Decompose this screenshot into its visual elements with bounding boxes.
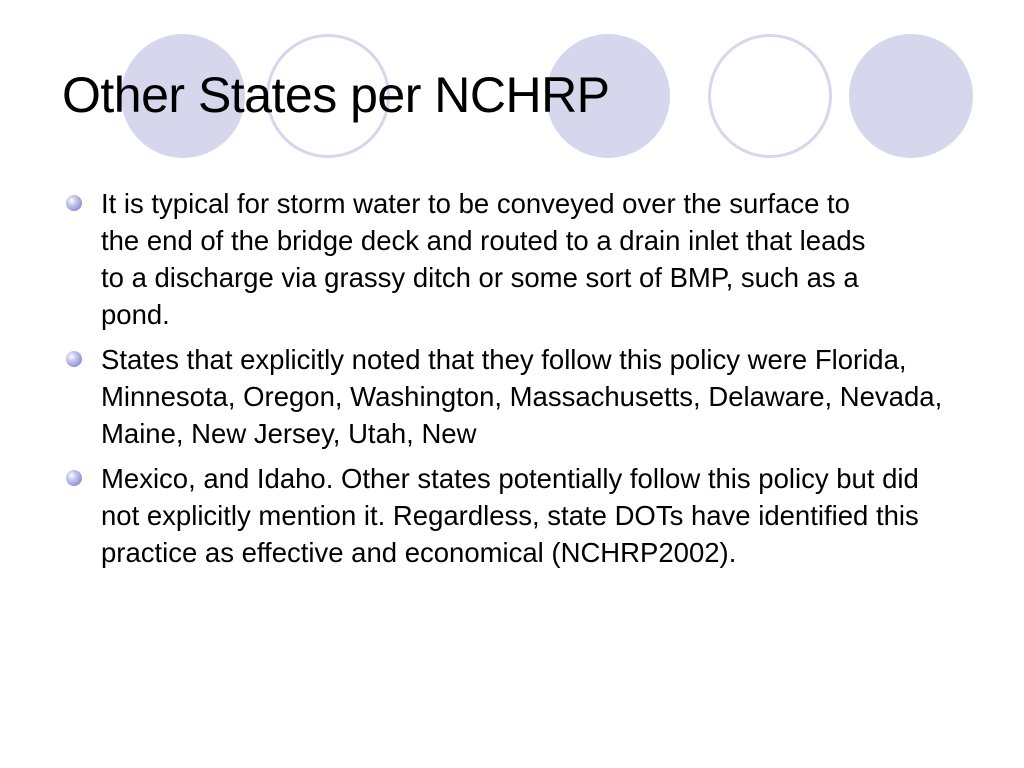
slide-title: Other States per NCHRP bbox=[62, 67, 610, 123]
bullet-list bbox=[0, 185, 1000, 579]
bullet-dot-icon bbox=[66, 470, 82, 486]
decorative-circle-icon bbox=[849, 34, 973, 158]
bullet-dot-icon bbox=[66, 351, 82, 367]
bullet-dot-icon bbox=[66, 195, 82, 211]
bullet-text: Mexico, and Idaho. Other states potentially follow this policy but did not explicitly mention it. Regardless, state DOTs have identified this practice as effective and economical (NCHRP2002). bbox=[101, 463, 919, 568]
bullet-item bbox=[0, 185, 1000, 333]
bullet-text: States that explicitly noted that they follow this policy were Florida, Minnesota, Oregon, Washington, Massachusetts, Delaware, Nevada, Maine, New Jersey, Utah, New bbox=[101, 344, 943, 449]
bullet-item bbox=[0, 460, 1000, 571]
decorative-circle-outline-icon bbox=[708, 34, 832, 158]
bullet-text: It is typical for storm water to be conveyed over the surface to the end of the bridge deck and routed to a drain inlet that leads to a discharge via grassy ditch or some sort of BMP, such as a pond. bbox=[101, 188, 866, 330]
bullet-item bbox=[0, 341, 1000, 452]
